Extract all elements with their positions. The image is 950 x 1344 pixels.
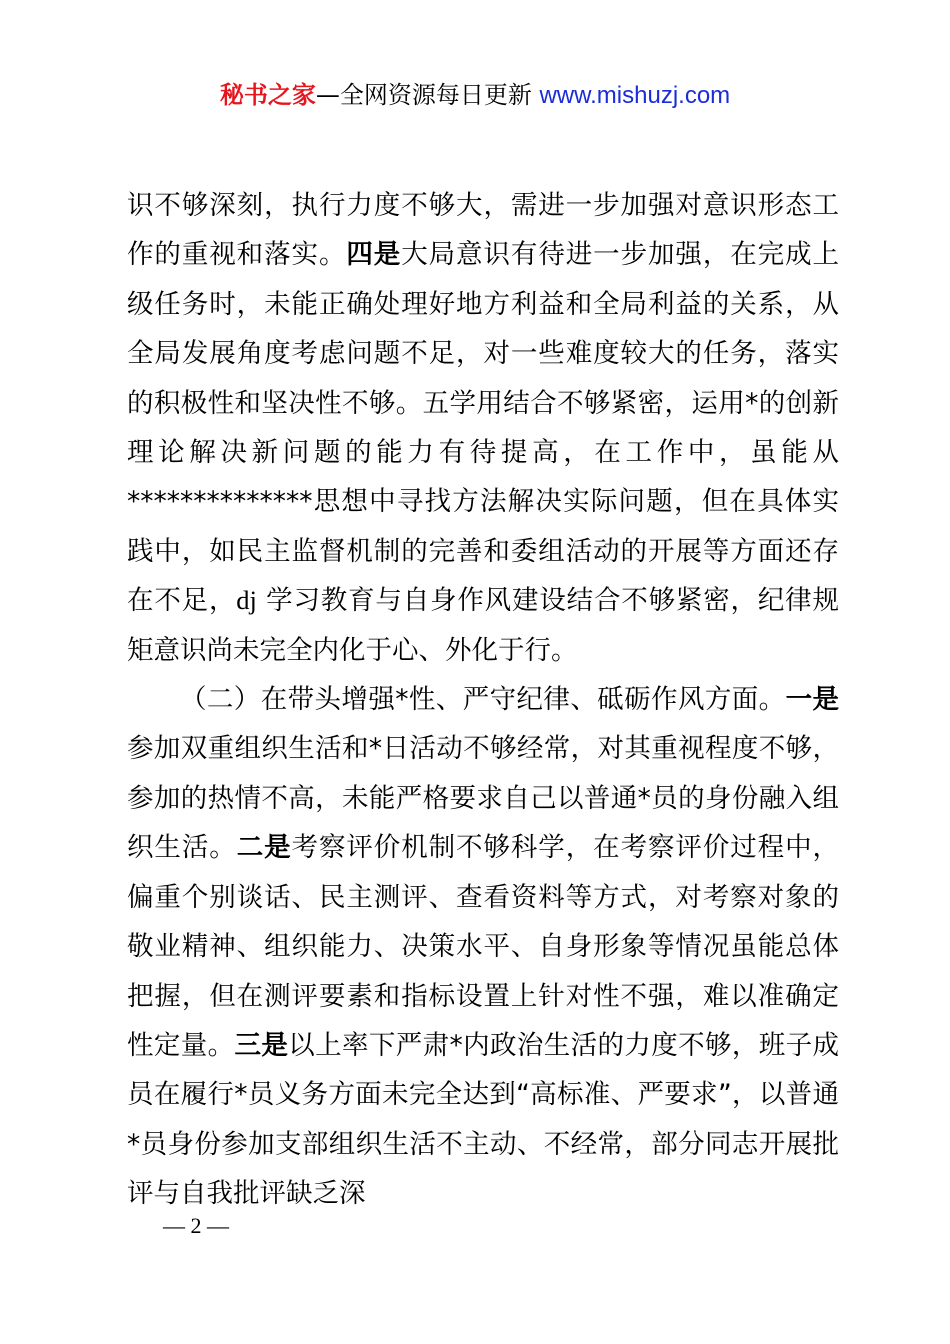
- site-tagline: —全网资源每日更新: [315, 81, 540, 109]
- paragraph-1-bold-4: 四是: [346, 239, 402, 271]
- site-header: [0, 78, 950, 113]
- paragraph-2-bold-1: 一是: [785, 684, 839, 716]
- paragraph-2-text-3: 以上率下严肃*内政治生活的力度不够，班子成员在履行*员义务方面未完全达到“高标准、严要求”，以普通*员身份参加支部组织生活不主动、不经常，部分同志开展批评与自我批评缺乏深: [127, 1029, 839, 1210]
- paragraph-2-text-2: 考察评价机制不够科学，在考察评价过程中，偏重个别谈话、民主测评、查看资料等方式，对考察对象的敬业精神、组织能力、决策水平、自身形象等情况虽能总体把握，但在测评要素和指标设置上针对性不强，难以准确定性定量。: [127, 832, 840, 1061]
- paragraph-2-bold-3: 三是: [234, 1029, 289, 1061]
- paragraph-1: [127, 181, 839, 675]
- document-body: [127, 181, 839, 1219]
- site-url: www.mishuzj.com: [539, 82, 731, 109]
- paragraph-1-text-1: 识不够深刻，执行力度不够大，需进一步加强对意识形态工作的重视和落实。: [127, 190, 839, 271]
- paragraph-2-text-1: 参加双重组织生活和*日活动不够经常，对其重视程度不够，参加的热情不高，未能严格要求自己以普通*员的身份融入组织生活。: [127, 733, 839, 864]
- paragraph-1-text-2: 大局意识有待进一步加强，在完成上级任务时，未能正确处理好地方利益和全局利益的关系，从全局发展角度考虑问题不足，对一些难度较大的任务，落实的积极性和坚决性不够。五学用结合不够紧密，运用*的创新理论解决新问题的能力有待提高，在工作中，虽能从**************思想中寻找方法解决实际问题，但在具体实践中，如民主监督机制的完善和委组活动的开展等方面还存在不足，: [127, 239, 840, 617]
- page-number: — 2 —: [163, 1213, 229, 1238]
- paragraph-2-heading: （二）在带头增强*性、严守纪律、砥砺作风方面。: [180, 684, 786, 716]
- paragraph-1-dj: dj: [236, 585, 257, 616]
- paragraph-2-bold-2: 二是: [236, 832, 292, 864]
- paragraph-1-text-3: 学习教育与自身作风建设结合不够紧密，纪律规矩意识尚未完全内化于心、外化于行。: [127, 585, 839, 666]
- paragraph-2: [127, 675, 839, 1218]
- site-brand: 秘书之家: [219, 81, 316, 109]
